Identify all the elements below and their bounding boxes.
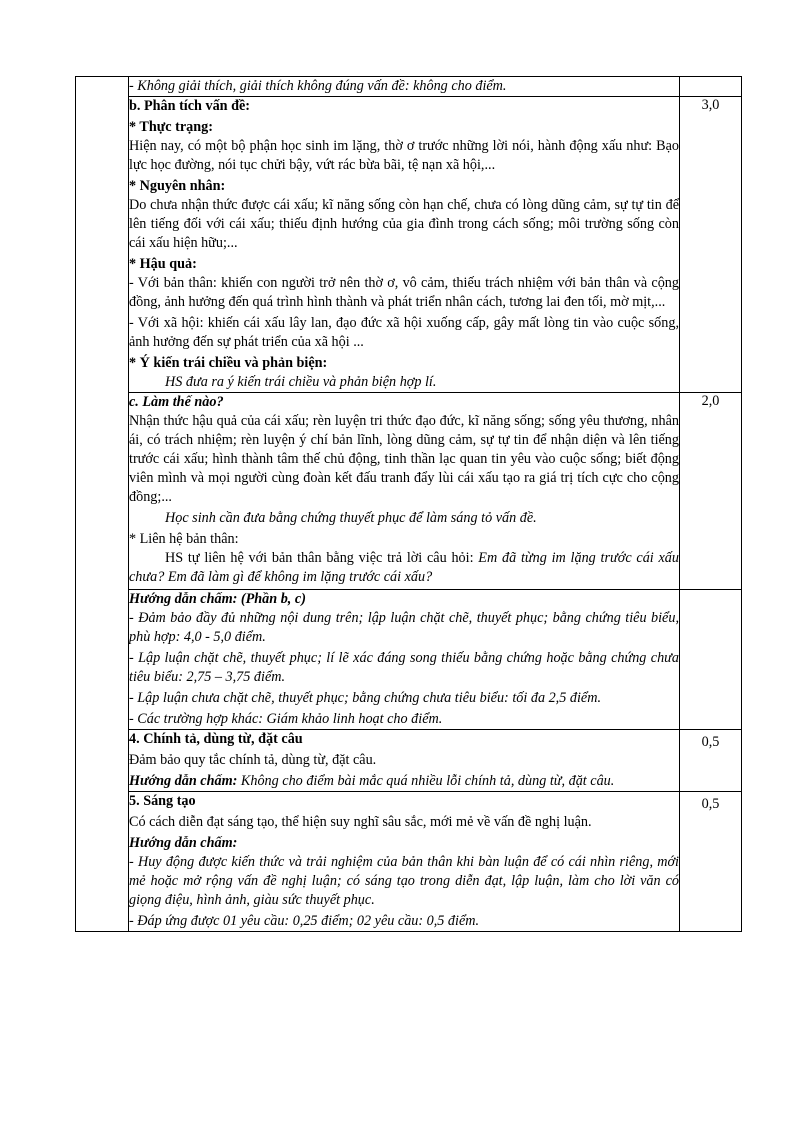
- section-4-text: Đảm bảo quy tắc chính tả, dùng từ, đặt câu.: [129, 752, 377, 768]
- row-section-5: [76, 792, 742, 932]
- grading-table: [75, 76, 742, 932]
- row-no-explanation: [76, 77, 742, 97]
- section-c-heading: c. Làm thế nào?: [129, 394, 224, 410]
- hau-qua-label: * Hậu quả:: [129, 256, 197, 272]
- y-kien-text: HS đưa ra ý kiến trái chiều và phản biện hợp lí.: [165, 374, 437, 390]
- lien-he-question: Em đã từng im lặng trước cái xấu chưa? Em đã làm gì để không im lặng trước cái xấu?: [129, 550, 679, 585]
- section-5-guide-2: - Đáp ứng được 01 yêu cầu: 0,25 điểm; 02 yêu cầu: 0,5 điểm.: [129, 913, 480, 929]
- hau-qua-society: - Với xã hội: khiến cái xấu lây lan, đạo đức xã hội xuống cấp, gây mất lòng tin vào cuộc sống, ảnh hưởng đến sự phát triển của xã hội ...: [129, 315, 679, 350]
- section-4-guide-label: Hướng dẫn chấm:: [129, 773, 238, 789]
- nguyen-nhan-label: * Nguyên nhân:: [129, 178, 226, 194]
- section-4-guide: [129, 772, 679, 791]
- section-4-cell: [129, 730, 680, 792]
- row0-score-cell: [680, 77, 742, 97]
- section-c-score: 2,0: [680, 393, 742, 590]
- guide-bc-item: - Lập luận chưa chặt chẽ, thuyết phục; bằng chứng chưa tiêu biểu: tối đa 2,5 điểm.: [129, 690, 601, 706]
- no-explanation-cell: [129, 77, 680, 97]
- section-4-guide-text: Không cho điểm bài mắc quá nhiều lỗi chính tả, dùng từ, đặt câu.: [237, 773, 615, 789]
- no-explanation-text: - Không giải thích, giải thích không đúng vấn đề: không cho điểm.: [129, 78, 507, 94]
- row-section-b: [76, 97, 742, 393]
- section-5-heading: 5. Sáng tạo: [129, 793, 196, 809]
- guide-bc-item: - Các trường hợp khác: Giám khảo linh hoạt cho điểm.: [129, 711, 443, 727]
- lien-he-prefix: HS tự liên hệ với bản thân bằng việc trả lời câu hỏi:: [165, 550, 479, 566]
- row-section-4: [76, 730, 742, 792]
- guide-bc-item: - Lập luận chặt chẽ, thuyết phục; lí lẽ xác đáng song thiếu bằng chứng hoặc bằng chứng chưa tiêu biểu: 2,75 – 3,75 điểm.: [129, 650, 679, 685]
- row-section-c: [76, 393, 742, 590]
- section-5-text: Có cách diễn đạt sáng tạo, thể hiện suy nghĩ sâu sắc, mới mẻ về vấn đề nghị luận.: [129, 814, 592, 830]
- nguyen-nhan-text: Do chưa nhận thức được cái xấu; kĩ năng sống còn hạn chế, chưa có lòng dũng cảm, sự tự tin để lên tiếng đối với cái xấu; thiếu định hướng của gia đình trong cách sống; môi trường sống còn cái xấu hiện hữu;...: [129, 197, 679, 251]
- section-c-cell: [129, 393, 680, 590]
- guide-bc-item: - Đảm bảo đầy đủ những nội dung trên; lập luận chặt chẽ, thuyết phục; bằng chứng tiêu biểu, phù hợp: 4,0 - 5,0 điểm.: [129, 610, 679, 645]
- left-column-cell: [76, 77, 129, 932]
- section-b-score: 3,0: [680, 97, 742, 393]
- section-5-cell: [129, 792, 680, 932]
- lien-he-label: * Liên hệ bản thân:: [129, 531, 239, 547]
- section-5-guide-1: - Huy động được kiến thức và trải nghiệm của bản thân khi bàn luận để có cái nhìn riêng, mới mẻ hoặc mở rộng vấn đề nghị luận; có sáng tạo trong diễn đạt, lập luận, làm cho lời văn có giọng điệu, hình ảnh, giàu sức thuyết phục.: [129, 854, 679, 908]
- guide-bc-score-cell: [680, 590, 742, 730]
- section-c-evidence: Học sinh cần đưa bằng chứng thuyết phục để làm sáng tỏ vấn đề.: [165, 510, 537, 526]
- row-guide-bc: [76, 590, 742, 730]
- section-5-score: 0,5: [680, 792, 742, 932]
- guide-bc-cell: [129, 590, 680, 730]
- section-5-guide-label: Hướng dẫn chấm:: [129, 835, 238, 851]
- section-b-heading: b. Phân tích vấn đề:: [129, 98, 251, 114]
- y-kien-label: * Ý kiến trái chiều và phản biện:: [129, 355, 328, 371]
- guide-bc-heading: Hướng dẫn chấm: (Phần b, c): [129, 591, 306, 607]
- section-b-cell: [129, 97, 680, 393]
- hau-qua-self: - Với bản thân: khiến con người trở nên thờ ơ, vô cảm, thiếu trách nhiệm với bản thân và cộng đồng, ảnh hưởng đến quá trình hình thành và phát triển nhân cách, tương lai đen tối, mờ mịt,...: [129, 275, 679, 310]
- section-c-text: Nhận thức hậu quả của cái xấu; rèn luyện tri thức đạo đức, kĩ năng sống; sống yêu thương, nhân ái, có trách nhiệm; rèn luyện ý chí bản lĩnh, lòng dũng cảm, sự tự tin để nhận diện và lên tiếng trước cái xấu; hình thành tâm thế chủ động, tinh thần lạc quan tin yêu vào cuộc sống; biết động viên mình và mọi người cùng đoàn kết đấu tranh đẩy lùi cái xấu tạo ra giá trị tích cực cho cộng đồng;...: [129, 413, 679, 505]
- section-4-score: 0,5: [680, 730, 742, 792]
- section-4-heading: 4. Chính tả, dùng từ, đặt câu: [129, 731, 303, 747]
- thuc-trang-label: * Thực trạng:: [129, 119, 213, 135]
- thuc-trang-text: Hiện nay, có một bộ phận học sinh im lặng, thờ ơ trước những lời nói, hành động xấu như: Bạo lực học đường, nói tục chửi bậy, vứt rác bừa bãi, tệ nạn xã hội,...: [129, 138, 679, 173]
- lien-he-paragraph: [129, 549, 679, 587]
